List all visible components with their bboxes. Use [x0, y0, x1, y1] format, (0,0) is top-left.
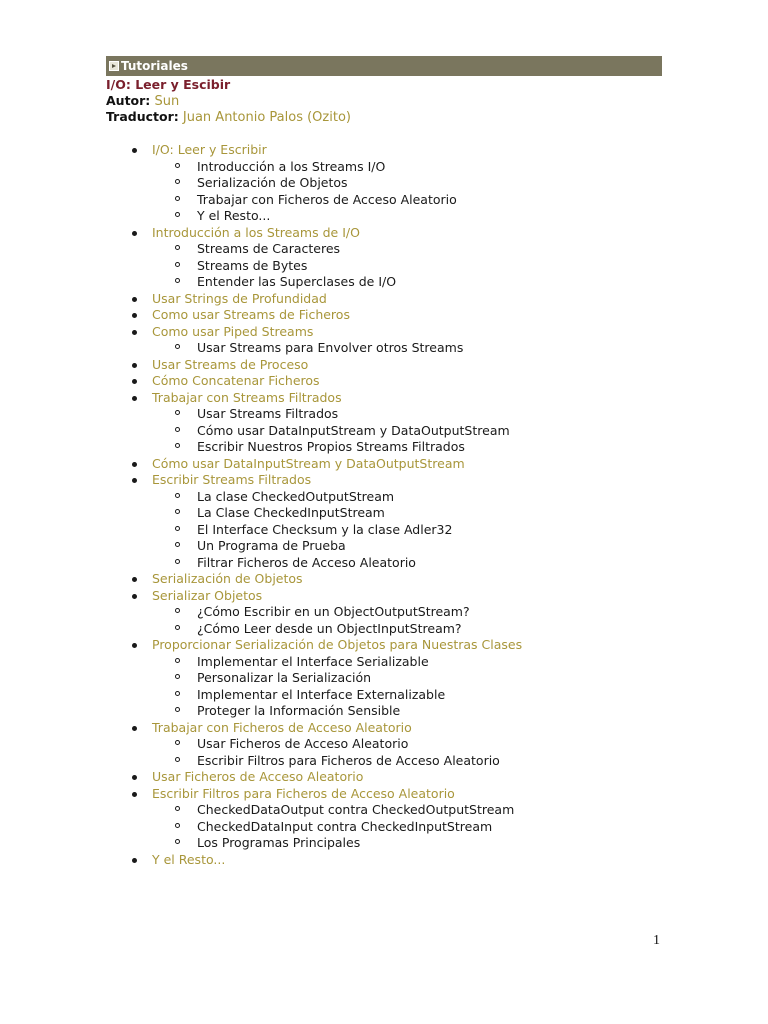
toc-item-label[interactable]: Usar Ficheros de Acceso Aleatorio — [152, 769, 364, 784]
bullet-icon — [132, 775, 137, 780]
toc-subitem — [197, 340, 463, 356]
toc-item[interactable] — [152, 456, 465, 472]
toc-subitem-label: Serialización de Objetos — [197, 175, 348, 190]
bullet-icon — [132, 462, 137, 467]
circle-bullet-icon — [175, 344, 180, 349]
toc-subitem — [197, 654, 429, 670]
toc-item[interactable] — [152, 390, 342, 406]
page-title: I/O: Leer y Escibir — [106, 77, 231, 92]
toc-subitem — [197, 439, 465, 455]
toc-item-label[interactable]: Escribir Streams Filtrados — [152, 472, 312, 487]
toc-item-label[interactable]: Introducción a los Streams de I/O — [152, 224, 360, 240]
toc-item[interactable] — [152, 357, 308, 373]
toc-subitem — [197, 604, 470, 620]
toc-subitem-label: Usar Streams Filtrados — [197, 406, 339, 421]
translator-link[interactable]: Juan Antonio Palos (Ozito) — [182, 110, 351, 125]
toc-item[interactable] — [152, 324, 313, 340]
toc-item-label[interactable]: Escribir Filtros para Ficheros de Acceso Aleatorio — [152, 785, 455, 801]
toc-subitem — [197, 241, 340, 257]
toc-item[interactable] — [152, 786, 455, 802]
toc-subitem-label: Y el Resto... — [197, 208, 271, 223]
toc-subitem — [197, 819, 492, 835]
toc-subitem — [197, 489, 394, 505]
bullet-icon — [132, 363, 137, 368]
bullet-icon — [132, 297, 137, 302]
toc-subitem-label: Implementar el Interface Externalizable — [197, 686, 446, 702]
toc-item-label[interactable]: Usar Strings de Profundidad — [152, 290, 327, 306]
toc-subitem — [197, 175, 348, 191]
circle-bullet-icon — [175, 196, 180, 201]
circle-bullet-icon — [175, 839, 180, 844]
circle-bullet-icon — [175, 542, 180, 547]
toc-subitem — [197, 736, 408, 752]
toc-item[interactable] — [152, 472, 311, 488]
toc-item-label[interactable]: Serialización de Objetos — [152, 571, 303, 586]
toc-subitem-label: Trabajar con Ficheros de Acceso Aleatorio — [197, 191, 457, 207]
toc-item[interactable] — [152, 307, 350, 323]
circle-bullet-icon — [175, 443, 180, 448]
toc-subitem — [197, 406, 338, 422]
bullet-icon — [132, 379, 137, 384]
bullet-icon — [132, 577, 137, 582]
circle-bullet-icon — [175, 163, 180, 168]
toc-subitem-label: Proteger la Información Sensible — [197, 703, 401, 718]
toc-item-label[interactable]: I/O: Leer y Escribir — [152, 142, 267, 157]
toc-item-label[interactable]: Y el Resto... — [152, 851, 226, 867]
toc-item[interactable] — [152, 225, 360, 241]
toc-item[interactable] — [152, 291, 327, 307]
toc-subitem-label: Introducción a los Streams I/O — [197, 158, 386, 174]
toc-item-label[interactable]: Trabajar con Ficheros de Acceso Aleatorio — [152, 719, 412, 735]
toc-item[interactable] — [152, 769, 363, 785]
toc-subitem — [197, 159, 385, 175]
banner-label: Tutoriales — [121, 59, 188, 73]
circle-bullet-icon — [175, 625, 180, 630]
translator-line — [106, 109, 351, 126]
toc-item-label[interactable]: Como usar Streams de Ficheros — [152, 307, 350, 322]
circle-bullet-icon — [175, 707, 180, 712]
bullet-icon — [132, 726, 137, 731]
toc-subitem — [197, 703, 400, 719]
circle-bullet-icon — [175, 806, 180, 811]
toc-item[interactable] — [152, 852, 225, 868]
toc-subitem-label: Escribir Nuestros Propios Streams Filtrados — [197, 439, 465, 454]
toc-subitem — [197, 522, 452, 538]
bullet-icon — [132, 594, 137, 599]
page-number: 1 — [653, 933, 660, 948]
circle-bullet-icon — [175, 179, 180, 184]
circle-bullet-icon — [175, 245, 180, 250]
bullet-icon — [132, 643, 137, 648]
toc-subitem-label: Filtrar Ficheros de Acceso Aleatorio — [197, 554, 416, 570]
toc-subitem-label: CheckedDataInput contra CheckedInputStream — [197, 818, 493, 834]
author-label: Autor: — [106, 93, 151, 108]
circle-bullet-icon — [175, 526, 180, 531]
toc-item[interactable] — [152, 373, 320, 389]
circle-bullet-icon — [175, 410, 180, 415]
toc-subitem — [197, 835, 360, 851]
circle-bullet-icon — [175, 278, 180, 283]
circle-bullet-icon — [175, 658, 180, 663]
circle-bullet-icon — [175, 823, 180, 828]
toc-subitem — [197, 802, 514, 818]
toc-subitem-label: Usar Ficheros de Acceso Aleatorio — [197, 736, 409, 751]
bullet-icon — [132, 396, 137, 401]
toc-subitem — [197, 555, 416, 571]
toc-subitem-label: Usar Streams para Envolver otros Streams — [197, 340, 464, 355]
toc-subitem-label: Personalizar la Serialización — [197, 670, 372, 685]
toc-item-label[interactable]: Proporcionar Serialización de Objetos para Nuestras Clases — [152, 637, 523, 652]
tutorials-banner[interactable] — [106, 56, 662, 76]
author-line — [106, 93, 179, 110]
circle-bullet-icon — [175, 493, 180, 498]
bullet-icon — [132, 148, 137, 153]
toc-item-label[interactable]: Cómo usar DataInputStream y DataOutputStream — [152, 455, 465, 471]
toc-subitem-label: Un Programa de Prueba — [197, 538, 346, 553]
toc-subitem — [197, 274, 396, 290]
toc-item-label[interactable]: Serializar Objetos — [152, 587, 263, 603]
circle-bullet-icon — [175, 212, 180, 217]
circle-bullet-icon — [175, 674, 180, 679]
toc-subitem-label: ¿Cómo Leer desde un ObjectInputStream? — [197, 620, 462, 636]
circle-bullet-icon — [175, 691, 180, 696]
circle-bullet-icon — [175, 757, 180, 762]
translator-label: Traductor: — [106, 109, 179, 124]
toc-subitem-label: El Interface Checksum y la clase Adler32 — [197, 521, 453, 537]
toc-item[interactable] — [152, 142, 267, 158]
author-link[interactable]: Sun — [154, 94, 180, 109]
toc-subitem — [197, 192, 457, 208]
circle-bullet-icon — [175, 559, 180, 564]
toc-subitem — [197, 538, 346, 554]
bullet-icon — [132, 330, 137, 335]
circle-bullet-icon — [175, 509, 180, 514]
toc-subitem-label: Entender las Superclases de I/O — [197, 274, 397, 289]
toc-item[interactable] — [152, 720, 412, 736]
toc-subitem-label: CheckedDataOutput contra CheckedOutputStream — [197, 802, 515, 817]
toc-item[interactable] — [152, 571, 303, 587]
toc-subitem — [197, 423, 510, 439]
circle-bullet-icon — [175, 740, 180, 745]
toc-subitem — [197, 621, 462, 637]
toc-subitem-label: Los Programas Principales — [197, 835, 361, 850]
toc-subitem — [197, 753, 500, 769]
bullet-icon — [132, 858, 137, 863]
toc-item-label[interactable]: Trabajar con Streams Filtrados — [152, 389, 342, 405]
toc-subitem — [197, 208, 270, 224]
toc-item-label[interactable]: Como usar Piped Streams — [152, 323, 314, 339]
toc-item-label[interactable]: Usar Streams de Proceso — [152, 356, 309, 372]
bullet-icon — [132, 792, 137, 797]
bullet-icon — [132, 478, 137, 483]
bullet-icon — [132, 231, 137, 236]
toc-subitem — [197, 258, 307, 274]
bullet-icon — [132, 313, 137, 318]
circle-bullet-icon — [175, 262, 180, 267]
arrow-right-icon — [109, 61, 119, 71]
toc-subitem-label: ¿Cómo Escribir en un ObjectOutputStream? — [197, 604, 470, 619]
toc-subitem-label: Streams de Caracteres — [197, 241, 341, 256]
toc-subitem-label: La Clase CheckedInputStream — [197, 505, 385, 520]
toc-subitem-label: Streams de Bytes — [197, 257, 308, 273]
circle-bullet-icon — [175, 427, 180, 432]
toc-subitem-label: Escribir Filtros para Ficheros de Acceso Aleatorio — [197, 752, 500, 768]
toc-item[interactable] — [152, 637, 522, 653]
toc-subitem-label: La clase CheckedOutputStream — [197, 488, 395, 504]
toc-subitem-label: Implementar el Interface Serializable — [197, 653, 429, 669]
circle-bullet-icon — [175, 608, 180, 613]
toc-subitem — [197, 505, 385, 521]
toc-subitem-label: Cómo usar DataInputStream y DataOutputStream — [197, 422, 510, 438]
toc-subitem — [197, 687, 445, 703]
toc-subitem — [197, 670, 371, 686]
toc-item[interactable] — [152, 588, 262, 604]
toc-item-label[interactable]: Cómo Concatenar Ficheros — [152, 373, 320, 388]
